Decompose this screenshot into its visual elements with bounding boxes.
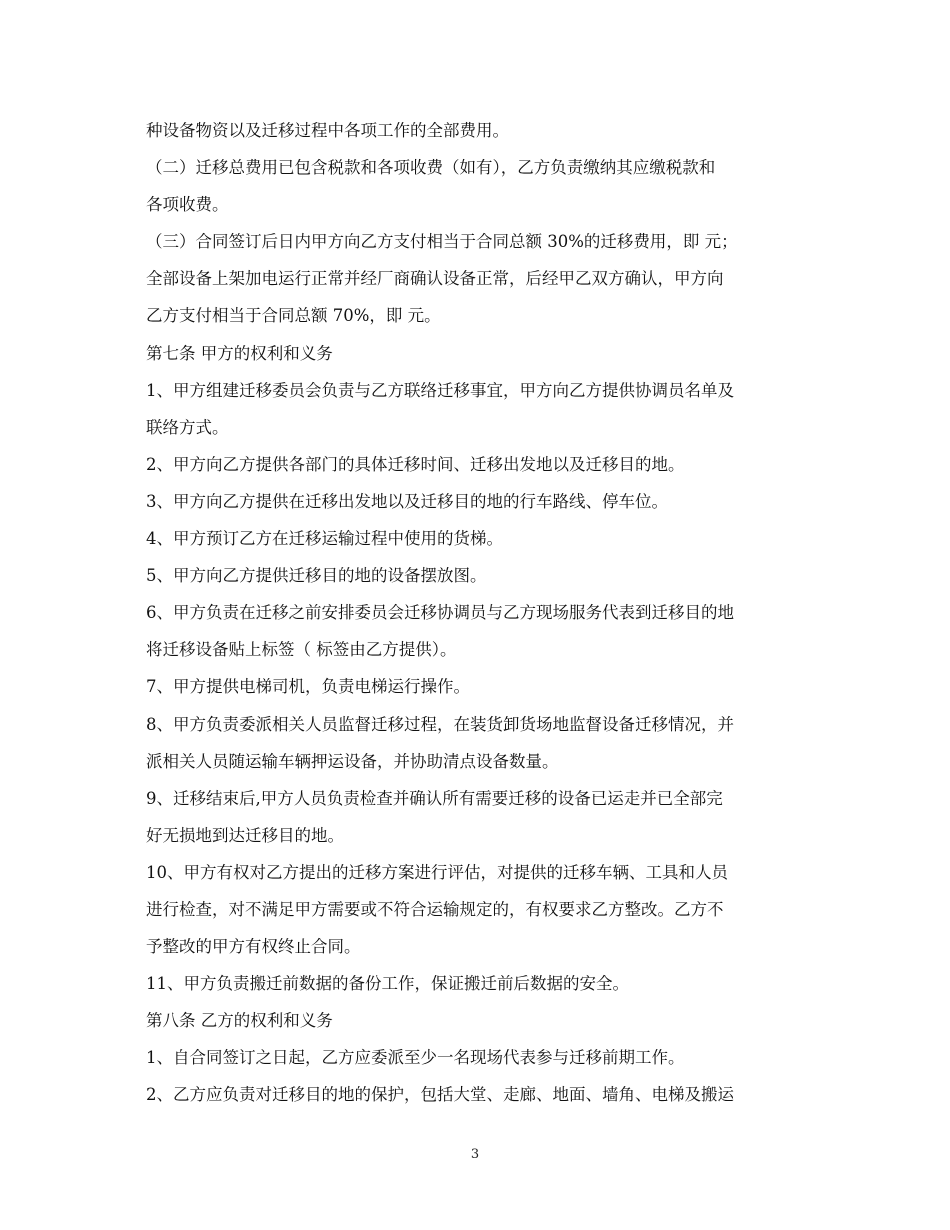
text-line: （三）合同签订后日内甲方向乙方支付相当于合同总额 30%的迁移费用，即 元； <box>146 232 738 252</box>
text-line: 将迁移设备贴上标签（ 标签由乙方提供）。 <box>146 640 457 660</box>
text-line: 进行检查，对不满足甲方需要或不符合运输规定的，有权要求乙方整改。乙方不 <box>146 899 724 919</box>
text-line: 8、甲方负责委派相关人员监督迁移过程，在装货卸货场地监督设备迁移情况，并 <box>146 714 734 734</box>
page-number: 3 <box>470 1147 480 1162</box>
text-line: 3、甲方向乙方提供在迁移出发地以及迁移目的地的行车路线、停车位。 <box>146 491 668 511</box>
text-line: 5、甲方向乙方提供迁移目的地的设备摆放图。 <box>146 566 487 586</box>
section-heading: 第七条 甲方的权利和义务 <box>146 343 333 363</box>
text-line: 1、自合同签订之日起，乙方应委派至少一名现场代表参与迁移前期工作。 <box>146 1048 685 1068</box>
text-line: 2、乙方应负责对迁移目的地的保护，包括大堂、走廊、地面、墙角、电梯及搬运 <box>146 1085 734 1105</box>
text-line: 各项收费。 <box>146 195 229 215</box>
text-line: 1、甲方组建迁移委员会负责与乙方联络迁移事宜，甲方向乙方提供协调员名单及 <box>146 380 734 400</box>
text-line: 全部设备上架加电运行正常并经厂商确认设备正常，后经甲乙双方确认，甲方向 <box>146 269 724 289</box>
text-line: 联络方式。 <box>146 417 229 437</box>
text-line: 9、迁移结束后,甲方人员负责检查并确认所有需要迁移的设备已运走并已全部完 <box>146 788 723 808</box>
text-line: 2、甲方向乙方提供各部门的具体迁移时间、迁移出发地以及迁移目的地。 <box>146 454 685 474</box>
text-line: 11、甲方负责搬迁前数据的备份工作，保证搬迁前后数据的安全。 <box>146 974 629 994</box>
text-line: 4、甲方预订乙方在迁移运输过程中使用的货梯。 <box>146 529 503 549</box>
text-line: （二）迁移总费用已包含税款和各项收费（如有），乙方负责缴纳其应缴税款和 <box>146 158 716 178</box>
section-heading: 第八条 乙方的权利和义务 <box>146 1011 333 1031</box>
text-line: 派相关人员随运输车辆押运设备，并协助清点设备数量。 <box>146 751 559 771</box>
text-line: 7、甲方提供电梯司机，负责电梯运行操作。 <box>146 677 470 697</box>
text-line: 好无损地到达迁移目的地。 <box>146 825 344 845</box>
text-line: 种设备物资以及迁移过程中各项工作的全部费用。 <box>146 121 509 140</box>
document-body <box>146 112 812 1114</box>
text-line: 予整改的甲方有权终止合同。 <box>146 937 361 957</box>
text-line: 乙方支付相当于合同总额 70%，即 元。 <box>146 306 441 326</box>
text-line: 10、甲方有权对乙方提出的迁移方案进行评估，对提供的迁移车辆、工具和人员 <box>146 862 728 882</box>
text-line: 6、甲方负责在迁移之前安排委员会迁移协调员与乙方现场服务代表到迁移目的地 <box>146 603 734 623</box>
